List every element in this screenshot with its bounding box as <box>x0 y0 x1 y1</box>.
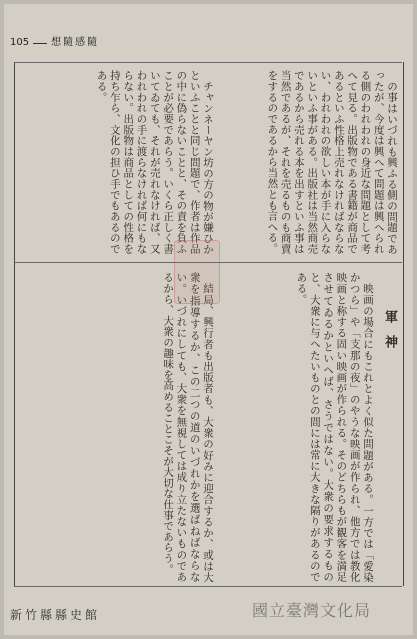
section-heading: 軍神 <box>382 310 397 360</box>
top-rule <box>14 62 402 63</box>
column-top-left <box>18 70 214 254</box>
column-top-right <box>220 70 398 254</box>
paragraph: チャンネーヤン坊の方の物が嫌ひかといふことと同じ問題で、作者は作品の中に偽らないことと、その責を負ふことが必要であらう。いくら正しく書いてゐても、それが売れなければ、又われわれの手に渡らなければ何にもならない。出版物は商品としての性格を持ち乍ら、文化の担ひ手でもあるのである。 <box>95 70 214 254</box>
page-number: 105 <box>10 37 30 48</box>
running-title: 想隨感隨 <box>51 37 100 48</box>
column-bottom-right <box>222 272 374 582</box>
paragraph: の事はいづれも興ふる側の問題であったが、今度は興へて問題は興へられる側のわれわれの身近な問題として考へて見る。出版物である書籍が商品であるといふ性格上売れなければならない、われわれの欲しい本が手に入らないといふ事がある。出版社は当然商売であるから売れる本を出すといふ事は当然であるが、それを売るものも商賣をするのであるから当然とも言へる。 <box>266 70 398 254</box>
page-header <box>10 34 99 52</box>
column-bottom-left <box>18 272 214 582</box>
header-dash <box>33 43 47 44</box>
paragraph: 映画の場合にもこれとよく似た問題がある。一方では「愛染かつら」や「支那の夜」のやうな映画が作られ、他方では教化映画と称する固い映画が作られる。そのどちらもが観客を満足させてゐるかといへば、さうではない。大衆の要求するものと、大衆に与へたいものとの間には常に大きな隔りがあるのである。 <box>295 272 374 582</box>
bottom-rule <box>14 586 402 587</box>
archive-watermark-left: 新竹縣縣史館 <box>10 608 101 622</box>
archive-watermark-right: 國立臺灣文化局 <box>252 601 372 620</box>
paragraph: 結局、興行者も出版者も、大衆の好みに迎合するか、或は大衆を指導するか、この二つの道のいづれかを選ばねばならない。いづれにしても、大衆を無視しては成り立たないものであるから、大衆の趣味を高めることこそが大切な仕事であらう。 <box>162 272 214 582</box>
library-stamp <box>174 240 220 304</box>
